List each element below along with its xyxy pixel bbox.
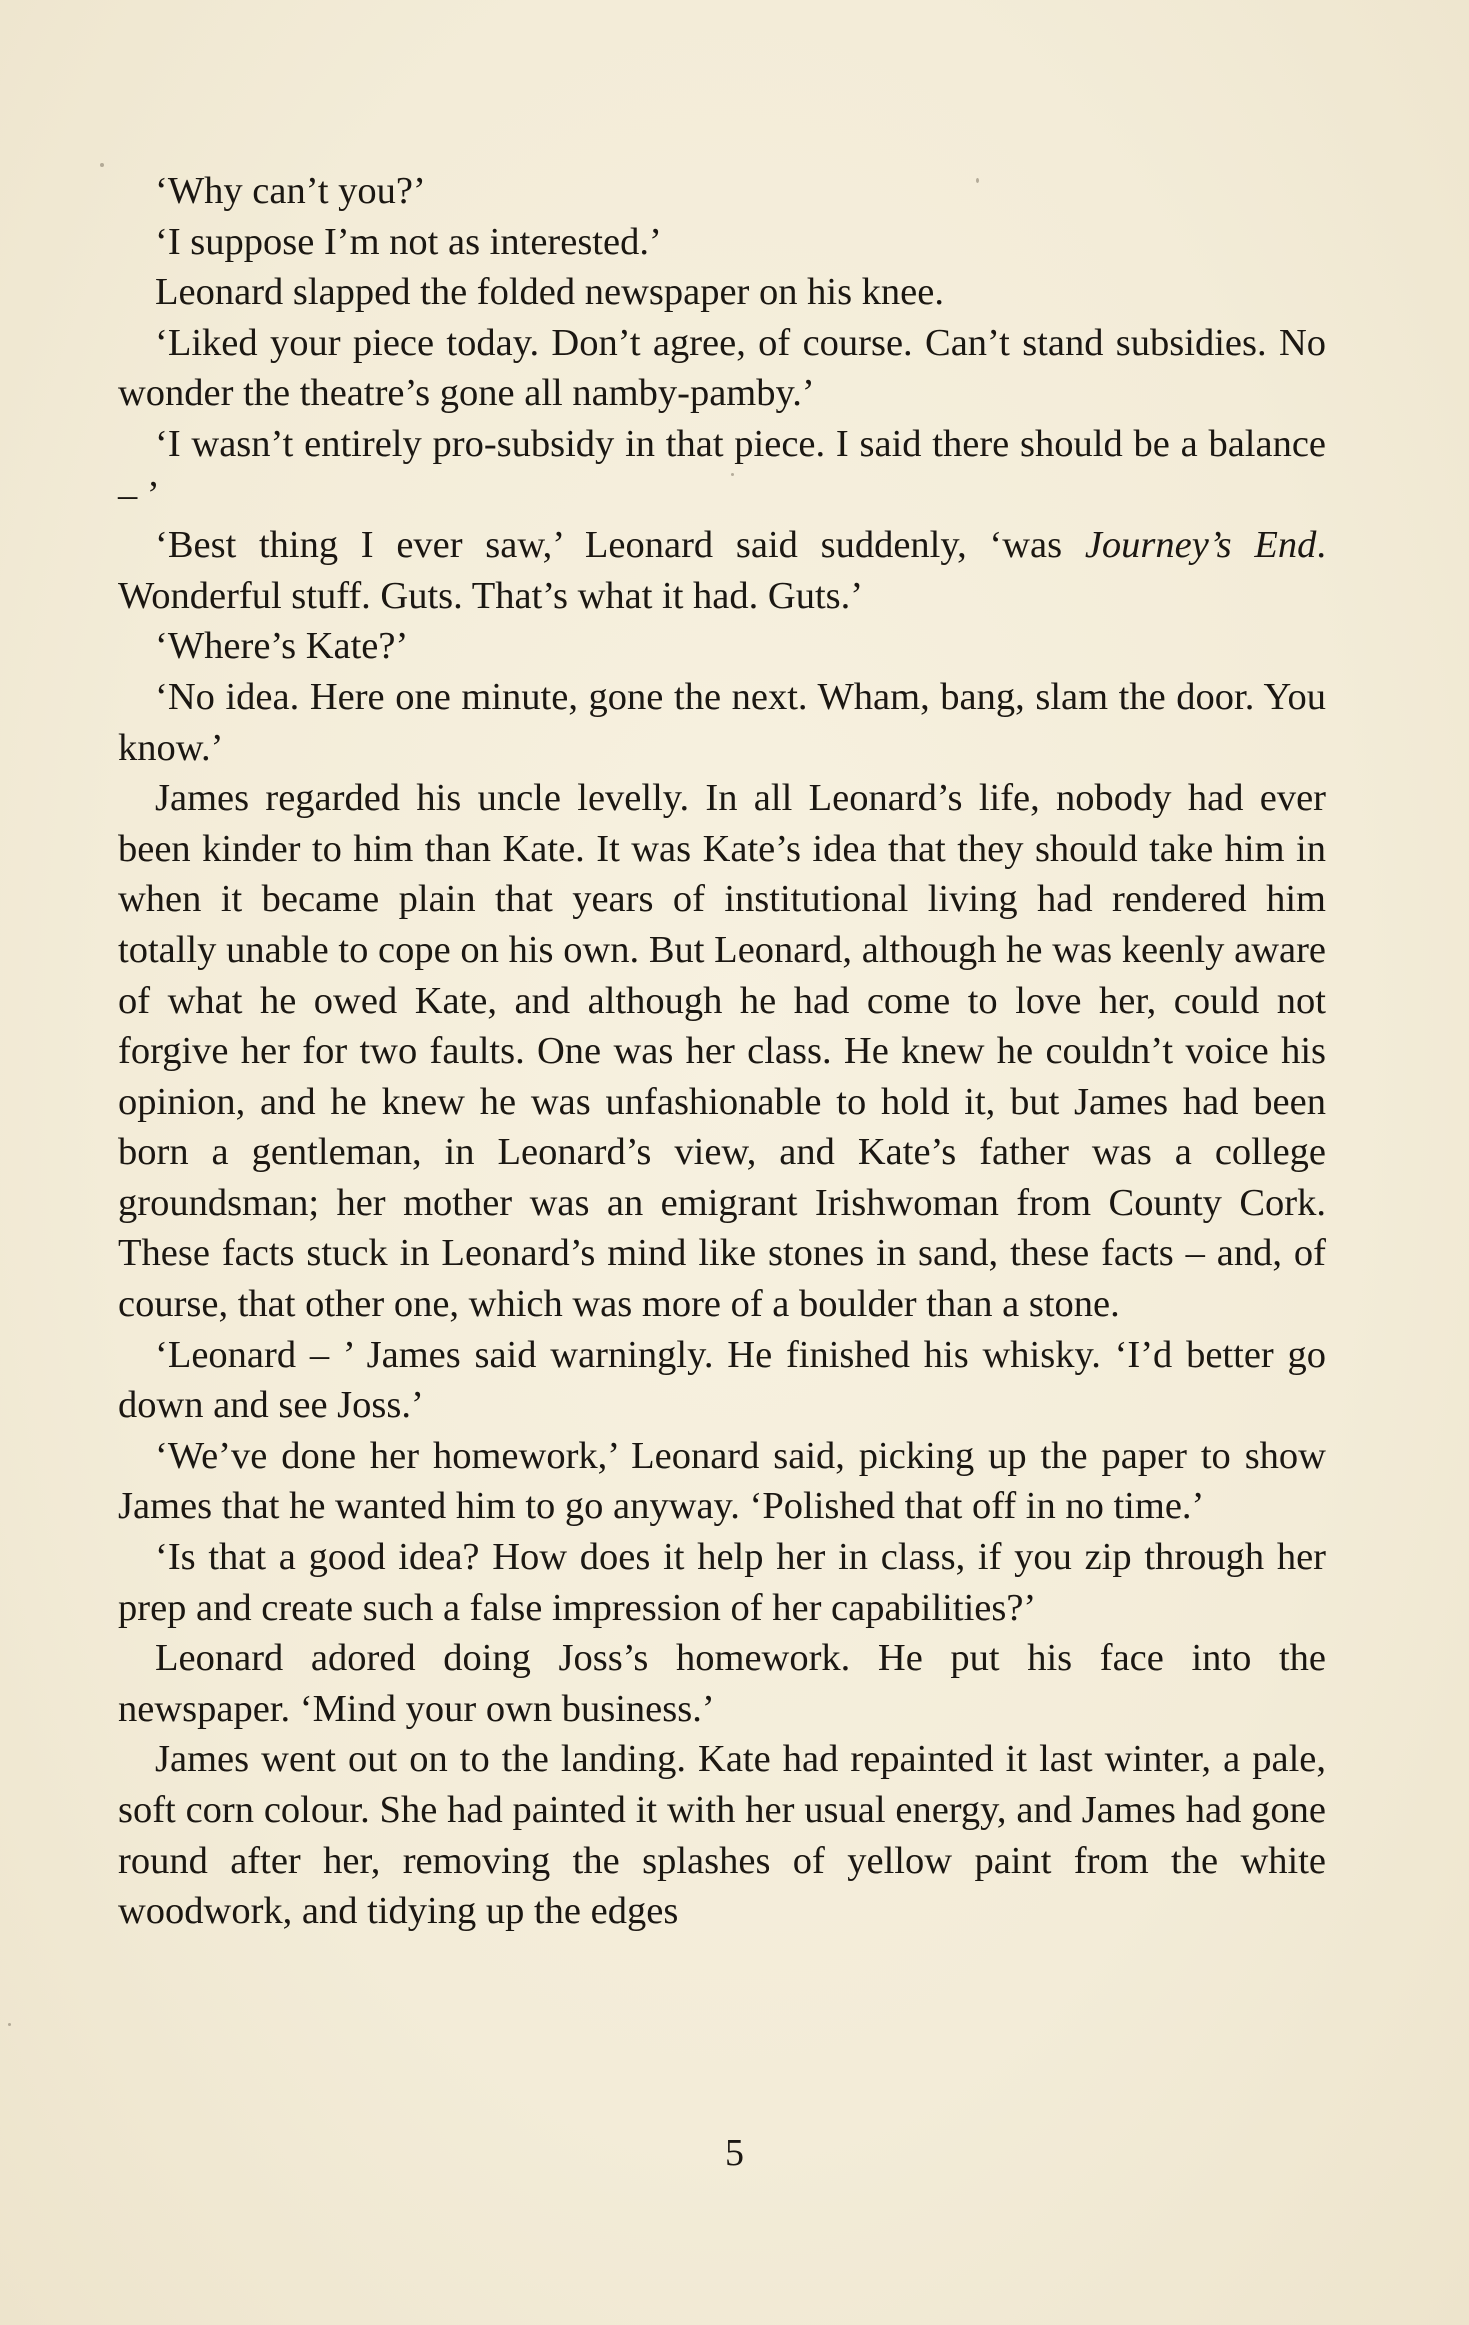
paragraph-2: ‘I suppose I’m not as interested.’ — [155, 220, 662, 263]
paragraph-4: ‘Liked your piece today. Don’t agree, of course. Can’t stand subsidies. No wonder the theatre’s gone all namby-pamby.’ — [118, 321, 1326, 415]
paragraph-11: ‘We’ve done her homework,’ Leonard said, picking up the paper to show James that he wanted him to go anyway. ‘Polished that off in no time.’ — [118, 1434, 1326, 1528]
paragraph-14: James went out on to the landing. Kate had repainted it last winter, a pale, soft corn colour. She had painted it with her usual energy, and James had gone round after her, removing the splashes of yellow paint from the white woodwork, and tidying up the edges — [118, 1738, 1326, 1933]
paper-speck — [8, 2023, 11, 2026]
paragraph-5: ‘I wasn’t entirely pro-subsidy in that piece. I said there should be a balance – ’ — [118, 422, 1326, 516]
paragraph-13: Leonard adored doing Joss’s homework. He put his face into the newspaper. ‘Mind your own business.’ — [118, 1637, 1326, 1730]
paragraph-6 — [118, 520, 1326, 621]
paragraph-3: Leonard slapped the folded newspaper on his knee. — [155, 271, 944, 314]
paragraph-8: ‘No idea. Here one minute, gone the next. Wham, bang, slam the door. You know.’ — [118, 675, 1326, 769]
page-number: 5 — [725, 2132, 744, 2174]
play-title: Journey’s End — [1084, 524, 1317, 567]
paper-speck — [100, 163, 104, 167]
paragraph-1: ‘Why can’t you?’ — [155, 170, 426, 212]
paragraph-9: James regarded his uncle levelly. In all Leonard’s life, nobody had ever been kinder to him than Kate. It was Kate’s idea that they should take him in when it became plain that years of institutional living had rendered him totally unable to cope on his own. But Leonard, although he was keenly aware of what he owed Kate, and although he had come to love her, could not forgive her for two faults. One was her class. He knew he couldn’t voice his opinion, and he knew he was unfashionable to hold it, but James had been born a gentleman, in Leonard’s view, and Kate’s father was a college groundsman; her mother was an emigrant Irishwoman from County Cork. These facts stuck in Leonard’s mind like stones in sand, these facts – and, of course, that other one, which was more of a boulder than a stone. — [118, 777, 1326, 1326]
paragraph-7: ‘Where’s Kate?’ — [155, 625, 409, 668]
paragraph-6-tail: . Wonderful stuff. Guts. That’s what it had. Guts.’ — [118, 524, 1327, 617]
paragraph-12: ‘Is that a good idea? How does it help her in class, if you zip through her prep and create such a false impression of her capabilities?’ — [118, 1536, 1326, 1629]
paragraph-6-lead: ‘Best thing I ever saw,’ Leonard said suddenly, ‘was — [155, 524, 1085, 567]
body-text — [118, 166, 1326, 1937]
paragraph-10: ‘Leonard – ’ James said warningly. He finished his whisky. ‘I’d better go down and see Joss.’ — [118, 1333, 1326, 1427]
